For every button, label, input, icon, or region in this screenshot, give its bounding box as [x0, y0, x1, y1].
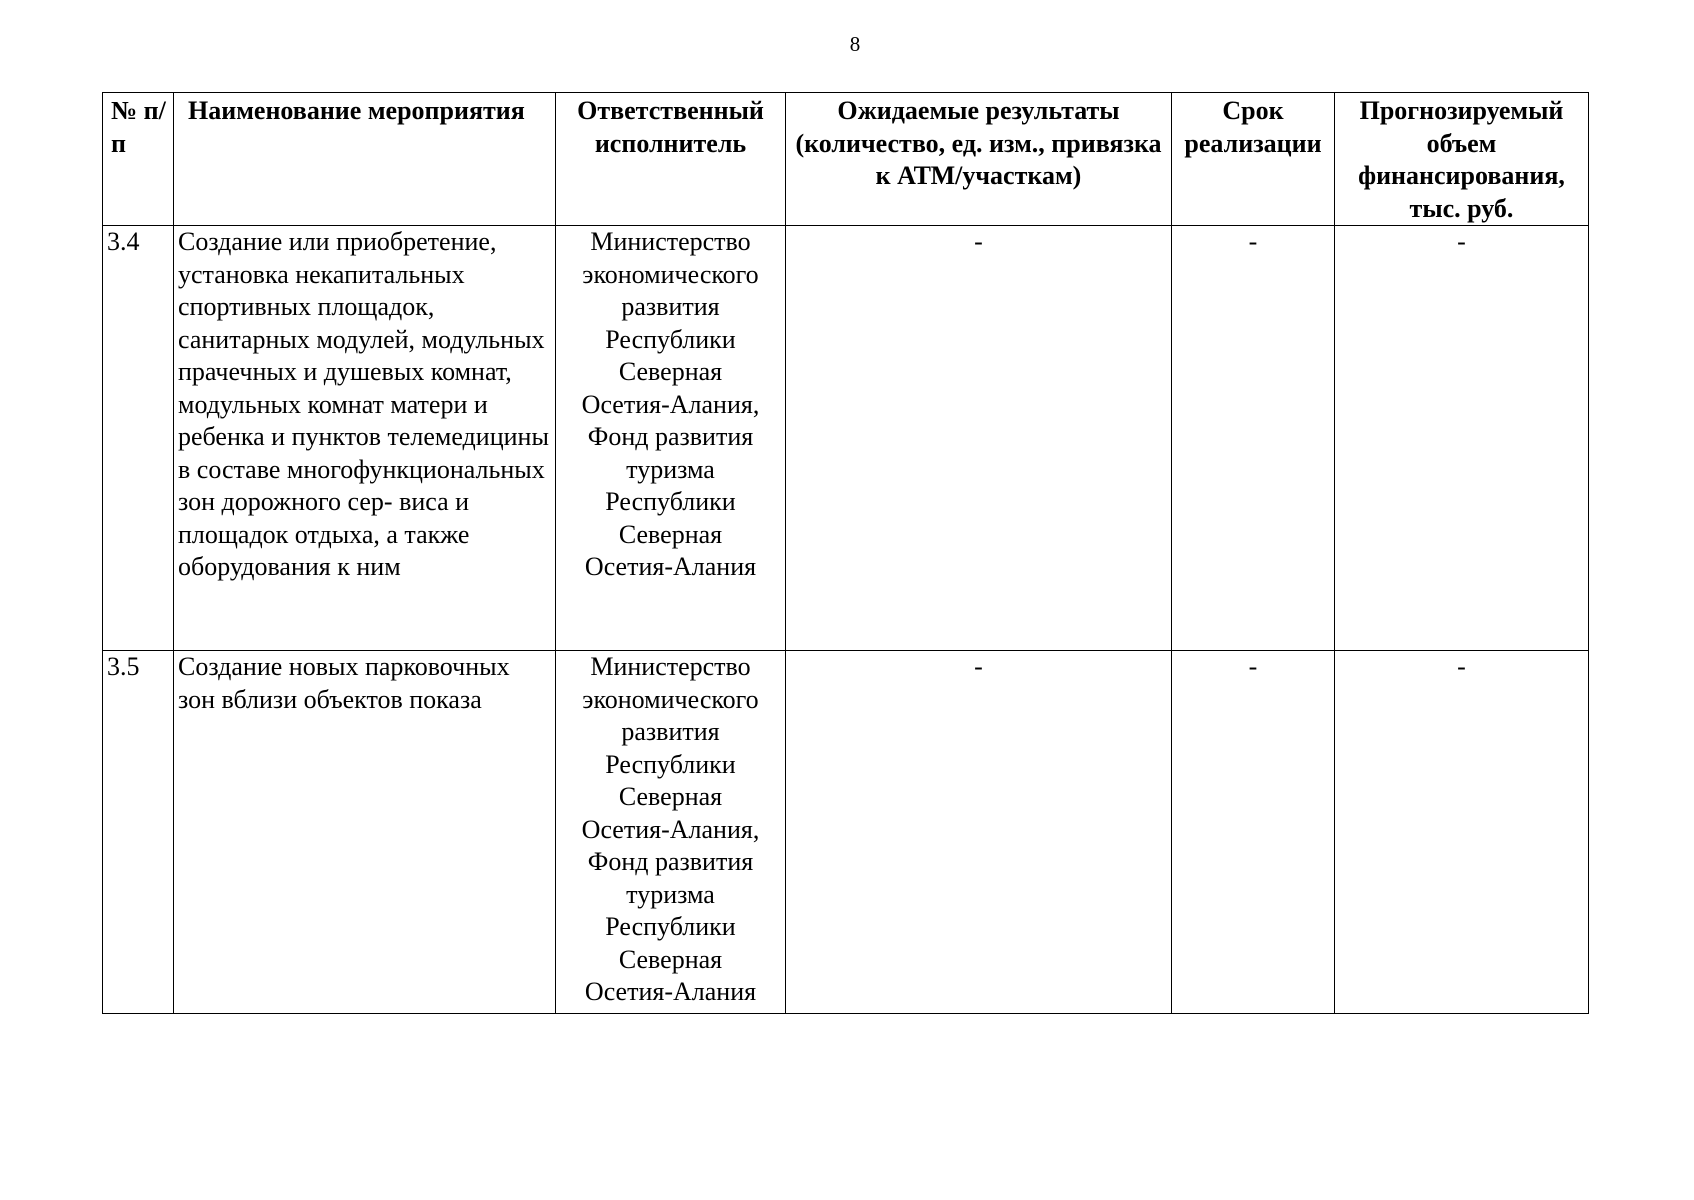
row-name: Создание новых парковочных зон вблизи объектов показа — [174, 651, 556, 1014]
row-results: - — [786, 226, 1172, 651]
responsible-line: Северная — [618, 944, 723, 974]
header-num: № п/п — [103, 93, 174, 226]
header-name: Наименование мероприятия — [174, 93, 556, 226]
responsible-line: Республики — [605, 749, 736, 779]
responsible-line: развития — [621, 292, 720, 321]
row-num: 3.5 — [103, 651, 174, 1014]
responsible-line: туризма — [626, 454, 715, 484]
header-funding: Прогнозируемый объем финансирования, тыс. руб. — [1335, 93, 1589, 226]
row-results: - — [786, 651, 1172, 1014]
responsible-line: Республики — [605, 324, 736, 354]
page-number: 8 — [849, 32, 861, 56]
table-row — [103, 226, 1589, 651]
row-term: - — [1172, 651, 1335, 1014]
table-row — [103, 651, 1589, 1014]
responsible-line: туризма — [626, 879, 715, 909]
row-responsible — [556, 226, 786, 651]
responsible-line: Северная — [618, 782, 723, 811]
responsible-line: Осетия-Алания — [584, 552, 757, 581]
responsible-line: Осетия-Алания, — [581, 389, 760, 419]
responsible-line: Министерство — [590, 227, 751, 256]
responsible-line: Северная — [618, 357, 723, 386]
responsible-line: Республики — [605, 912, 736, 941]
responsible-line: экономического — [582, 259, 759, 289]
responsible-line: Республики — [605, 487, 736, 516]
header-results: Ожидаемые результаты (количество, ед. изм., привязка к АТМ/участкам) — [786, 93, 1172, 226]
responsible-line: Министерство — [590, 652, 751, 681]
responsible-line: экономического — [582, 684, 759, 714]
responsible-line: Осетия-Алания — [584, 977, 757, 1006]
header-responsible: Ответственный исполнитель — [556, 93, 786, 226]
activities-table — [102, 92, 1589, 1014]
row-funding: - — [1335, 226, 1589, 651]
responsible-line: Северная — [618, 519, 723, 549]
responsible-line: Осетия-Алания, — [581, 814, 760, 844]
responsible-line: развития — [621, 717, 720, 746]
row-name: Создание или приобретение, установка некапитальных спортивных площадок, санитарных модулей, модульных прачечных и душевых комнат, модульных комнат матери и ребенка и пунктов телемедицины в составе многофункциональных зон дорожного сер- виса и площадок отдыха, а также оборудования к ним — [174, 226, 556, 651]
header-term: Срок реализации — [1172, 93, 1335, 226]
row-num: 3.4 — [103, 226, 174, 651]
responsible-line: Фонд развития — [587, 847, 754, 876]
row-funding: - — [1335, 651, 1589, 1014]
table-header-row — [103, 93, 1589, 226]
responsible-line: Фонд развития — [587, 422, 754, 451]
row-term: - — [1172, 226, 1335, 651]
row-responsible — [556, 651, 786, 1014]
